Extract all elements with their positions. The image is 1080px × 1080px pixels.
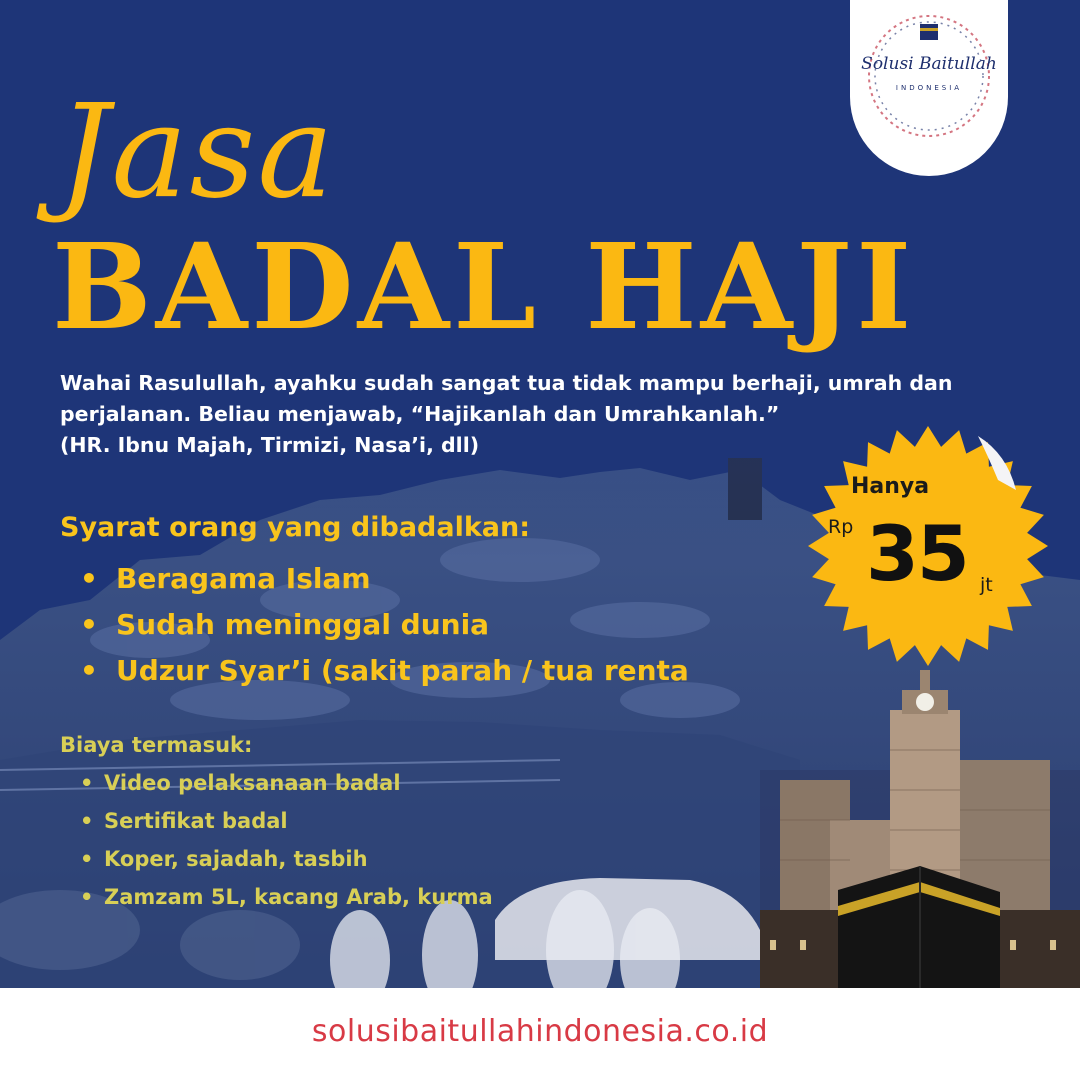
bullet-icon: •: [80, 608, 98, 641]
bullet-icon: •: [80, 847, 94, 871]
syarat-title: Syarat orang yang dibadalkan:: [60, 512, 531, 543]
price-currency: Rp: [828, 516, 854, 538]
biaya-title: Biaya termasuk:: [60, 733, 253, 757]
price-label: Hanya: [850, 474, 930, 499]
title-badal-haji: BADAL HAJI: [52, 217, 916, 356]
website-link[interactable]: solusibaitullahindonesia.co.id: [311, 1014, 769, 1049]
logo-brand-sub: INDONESIA: [895, 84, 963, 92]
syarat-item: • Udzur Syar’i (sakit parah / tua renta: [80, 648, 689, 694]
syarat-item: • Beragama Islam: [80, 556, 689, 602]
syarat-item: • Sudah meninggal dunia: [80, 602, 689, 648]
bullet-icon: •: [80, 562, 98, 595]
bullet-icon: •: [80, 809, 94, 833]
biaya-list: [80, 764, 493, 916]
makkah-clock-tower-kaaba: [760, 670, 1080, 990]
hadith-line-1: Wahai Rasulullah, ayahku sudah sangat tua tidak mampu berhaji, umrah dan: [60, 371, 953, 395]
logo-badge: [850, 0, 1008, 176]
hadith-line-2: perjalanan. Beliau menjawab, “Hajikanlah dan Umrahkanlah.”: [60, 402, 780, 426]
bullet-icon: •: [80, 885, 94, 909]
price-amount: 35: [866, 509, 968, 598]
price-unit: jt: [980, 574, 993, 596]
hadith-line-3: (HR. Ibnu Majah, Tirmizi, Nasa’i, dll): [60, 433, 480, 457]
bullet-icon: •: [80, 654, 98, 687]
biaya-item: • Zamzam 5L, kacang Arab, kurma: [80, 878, 493, 916]
biaya-item: • Koper, sajadah, tasbih: [80, 840, 493, 878]
bullet-icon: •: [80, 771, 94, 795]
biaya-item: • Sertifikat badal: [80, 802, 493, 840]
logo-brand-name: Solusi Baitullah: [861, 54, 997, 74]
syarat-list: [80, 556, 689, 694]
kaaba-icon: [920, 24, 938, 40]
biaya-item: • Video pelaksanaan badal: [80, 764, 493, 802]
title-jasa: Jasa: [58, 78, 336, 227]
